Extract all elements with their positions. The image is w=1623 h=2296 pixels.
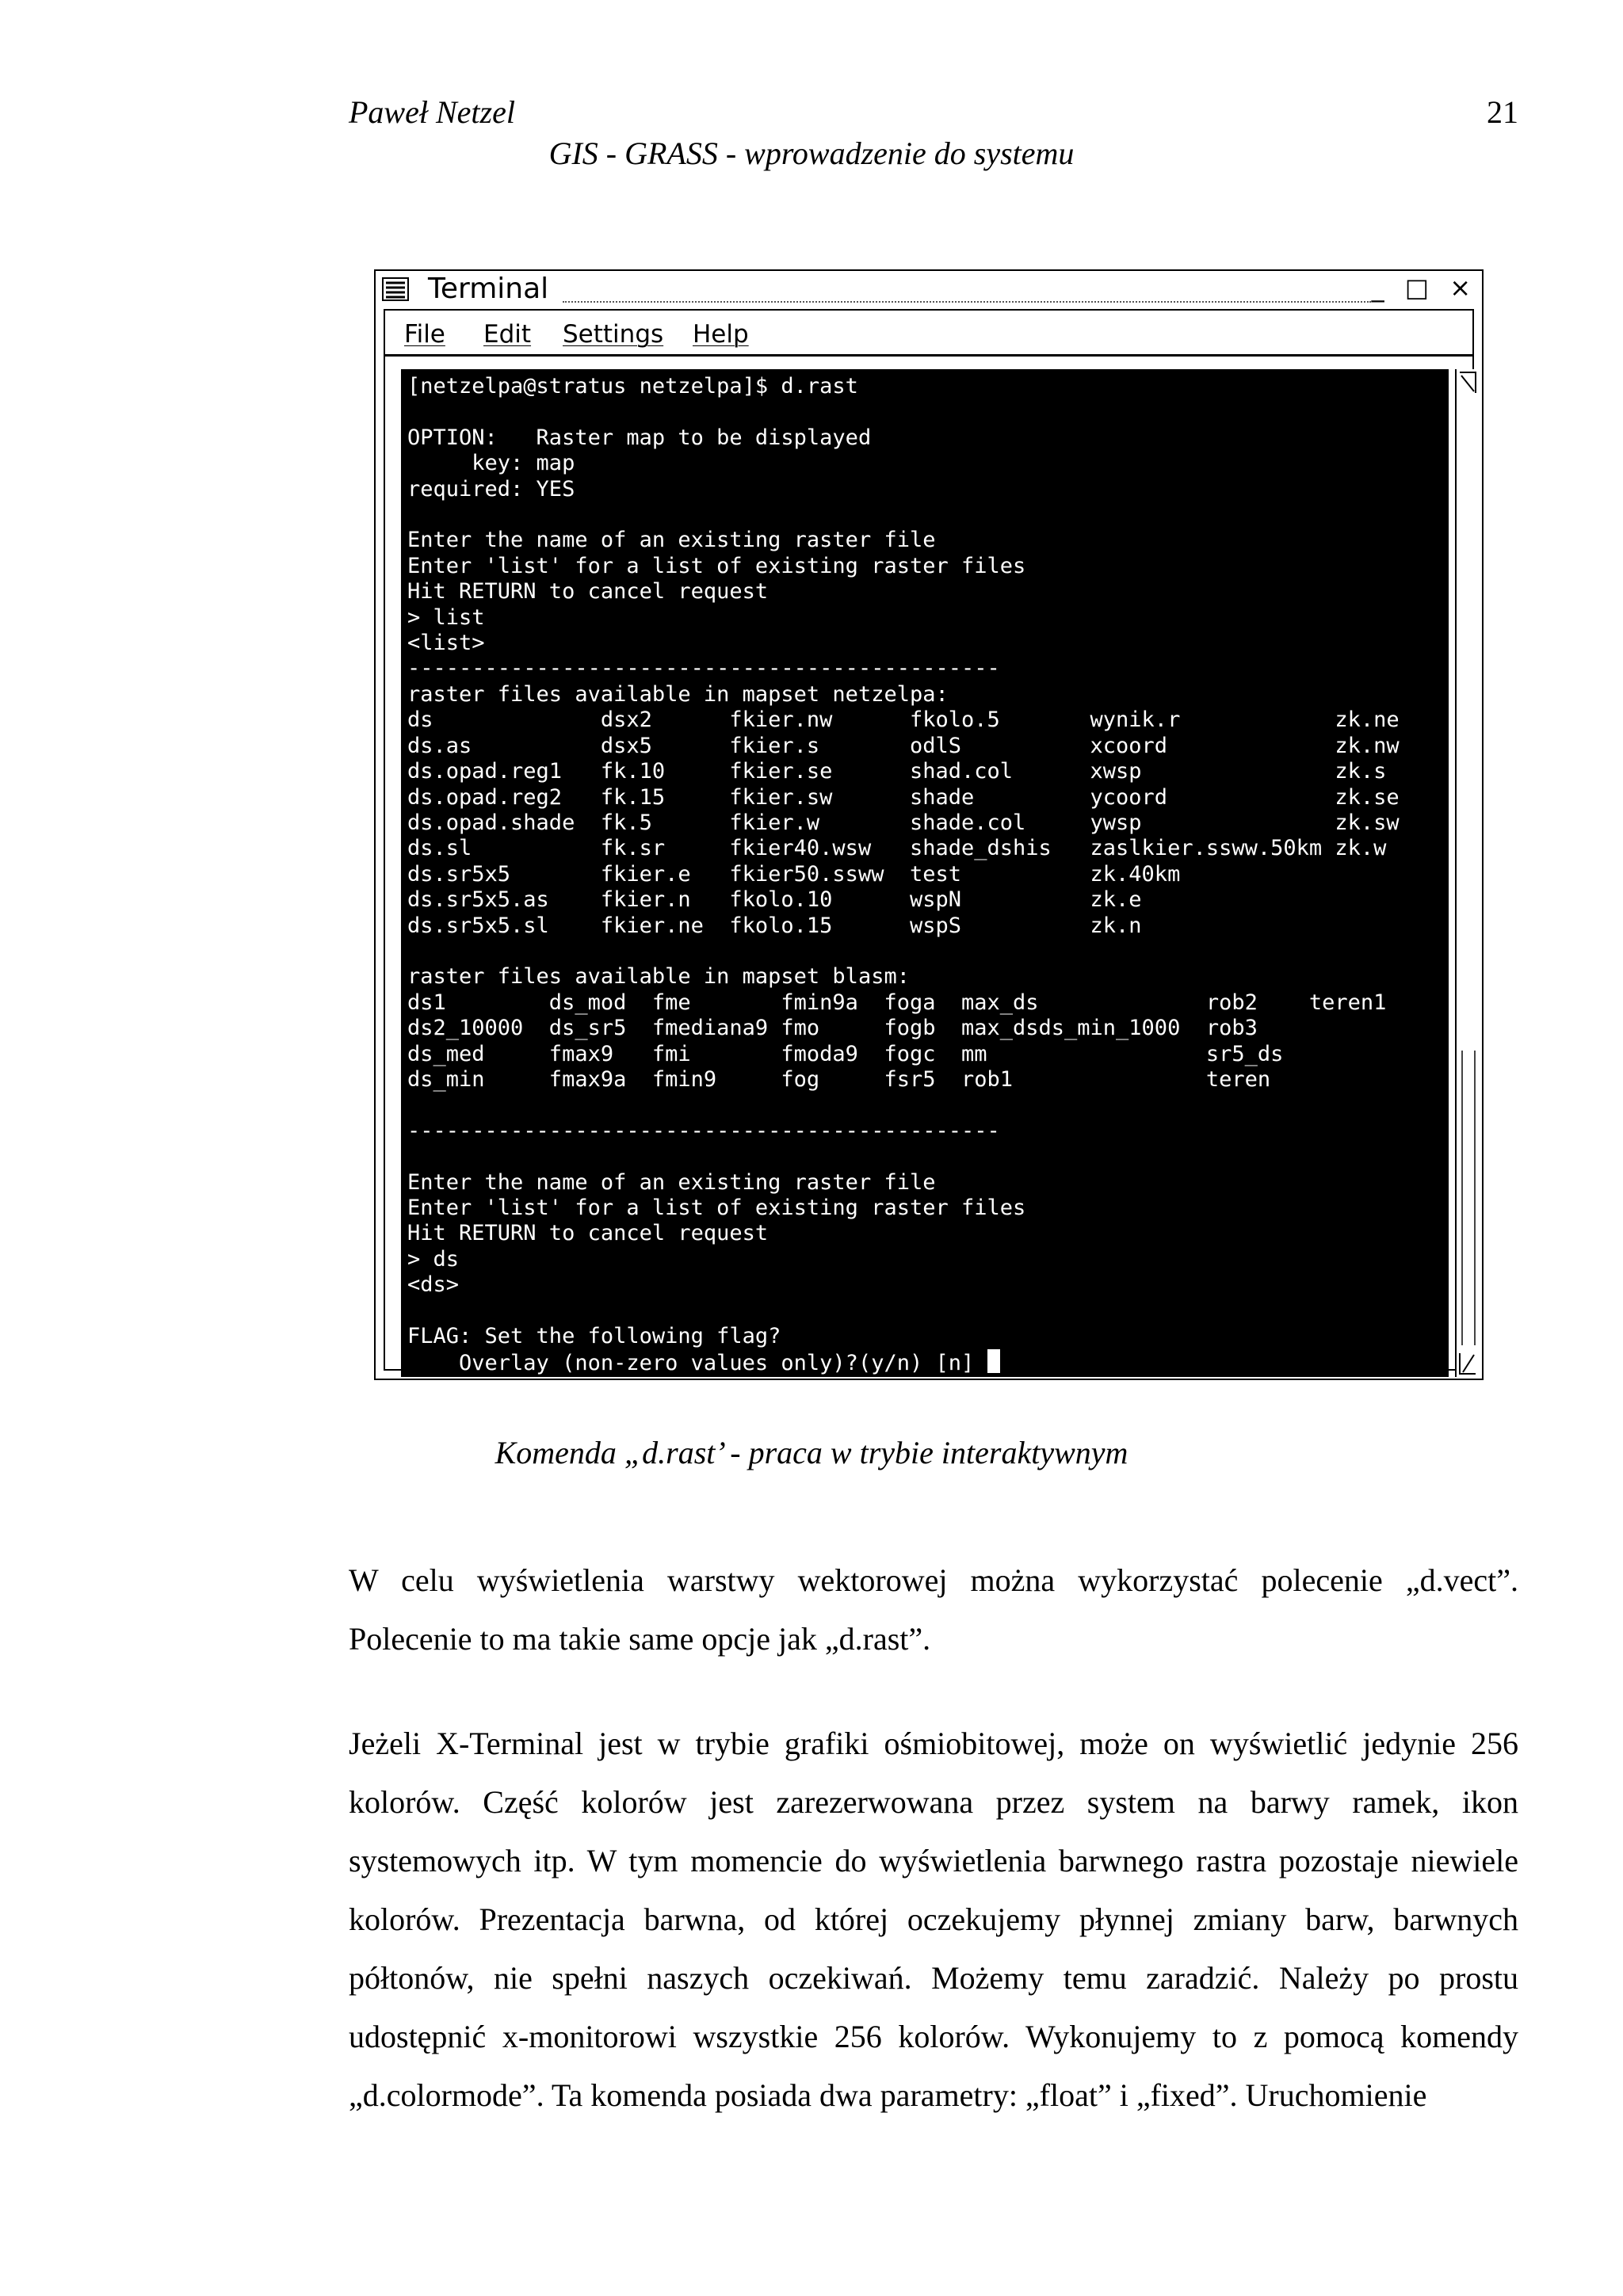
window-title: Terminal [428, 273, 549, 305]
terminal-body [384, 309, 1474, 1376]
menu-help[interactable]: Help [693, 320, 749, 349]
terminal-text: [netzelpa@stratus netzelpa]$ d.rast OPTION: Raster map to be displayed key: map required: YES Enter the name of an existing raster file Enter 'list' for a list of existing raster files Hit RETURN to cancel request > list <list> ---------------------------------------------- raster files available in mapset netzelpa: ds dsx2 fkier.nw fkolo.5 wynik.r zk.ne ds.as dsx5 fkier.s odlS xcoord zk.nw ds.opad.reg1 fk.10 fkier.se shad.col xwsp zk.s ds.opad.reg2 fk.15 fkier.sw shade ycoord zk.se ds.opad.shade fk.5 fkier.w shade.col ywsp zk.sw ds.sl fk.sr fkier40.wsw shade_dshis zaslkier.ssww.50km zk.w ds.sr5x5 fkier.e fkier50.ssww test zk.40km ds.sr5x5.as fkier.n fkolo.10 wspN zk.e ds.sr5x5.sl fkier.ne fkolo.15 wspS zk.n raster files available in mapset blasm: ds1 ds_mod fme fmin9a foga max_ds rob2 teren1 ds2_10000 ds_sr5 fmediana9 fmo fogb max_dsds_min_1000 rob3 ds_med fmax9 fmi fmoda9 fogc mm sr5_ds ds_min fmax9a fmin9 fog fsr5 rob1 teren ---------------------------------------------- Enter the name of an existing raster file Enter 'list' for a list of existing raster files Hit RETURN to cancel request > ds <ds> FLAG: Set the following flag? Overlay (non-zero values only)?(y/n) [n] [407, 374, 1400, 1376]
window-buttons [1372, 273, 1477, 303]
paragraph-colormode: Jeżeli X-Terminal jest w trybie grafiki ośmiobitowej, może on wyświetlić jedynie 256 kolorów. Część kolorów jest zarezerwowana przez system na barwy ramek, ikon systemowych itp. W tym momencie do wyświetlenia barwnego rastra pozostaje niewiele kolorów. Prezentacja barwna, od której oczekujemy płynnej zmiany barw, barwnych półtonów, nie spełni naszych oczekiwań. Możemy temu zaradzić. Należy po prostu udostępnić x-monitorowi wszystkie 256 kolorów. Wykonujemy to z pomocą komendy „d.colormode”. Ta komenda posiada dwa parametry: „float” i „fixed”. Uruchomienie [349, 1726, 1518, 2113]
scrollbar-thumb[interactable] [1461, 1051, 1476, 1345]
scroll-down-icon[interactable] [1457, 1350, 1479, 1377]
terminal-scrollbar[interactable] [1455, 369, 1479, 1377]
minimize-icon[interactable]: _ [1371, 273, 1391, 303]
header-author: Paweł Netzel [349, 94, 515, 130]
terminal-output[interactable] [401, 369, 1449, 1377]
terminal-titlebar[interactable] [376, 271, 1482, 307]
terminal-window [374, 269, 1484, 1380]
close-icon[interactable]: × [1449, 273, 1477, 303]
header-title: GIS - GRASS - wprowadzenie do systemu [548, 135, 1075, 171]
menu-file[interactable]: File [404, 320, 445, 349]
titlebar-divider [563, 301, 1371, 303]
menu-edit[interactable]: Edit [483, 320, 532, 349]
page-number: 21 [1487, 94, 1518, 130]
maximize-icon[interactable]: □ [1404, 273, 1436, 303]
window-menu-icon[interactable] [382, 277, 409, 301]
menu-settings[interactable]: Settings [563, 320, 664, 349]
scroll-up-icon[interactable] [1457, 369, 1479, 396]
paragraph-dvect: W celu wyświetlenia warstwy wektorowej można wykorzystać polecenie „d.vect”. Polecenie to ma takie same opcje jak „d.rast”. [349, 1562, 1518, 1657]
figure-caption: Komenda „d.rast’ - praca w trybie interaktywnym [495, 1435, 1128, 1470]
terminal-menubar [385, 311, 1472, 357]
terminal-cursor [987, 1349, 1000, 1373]
